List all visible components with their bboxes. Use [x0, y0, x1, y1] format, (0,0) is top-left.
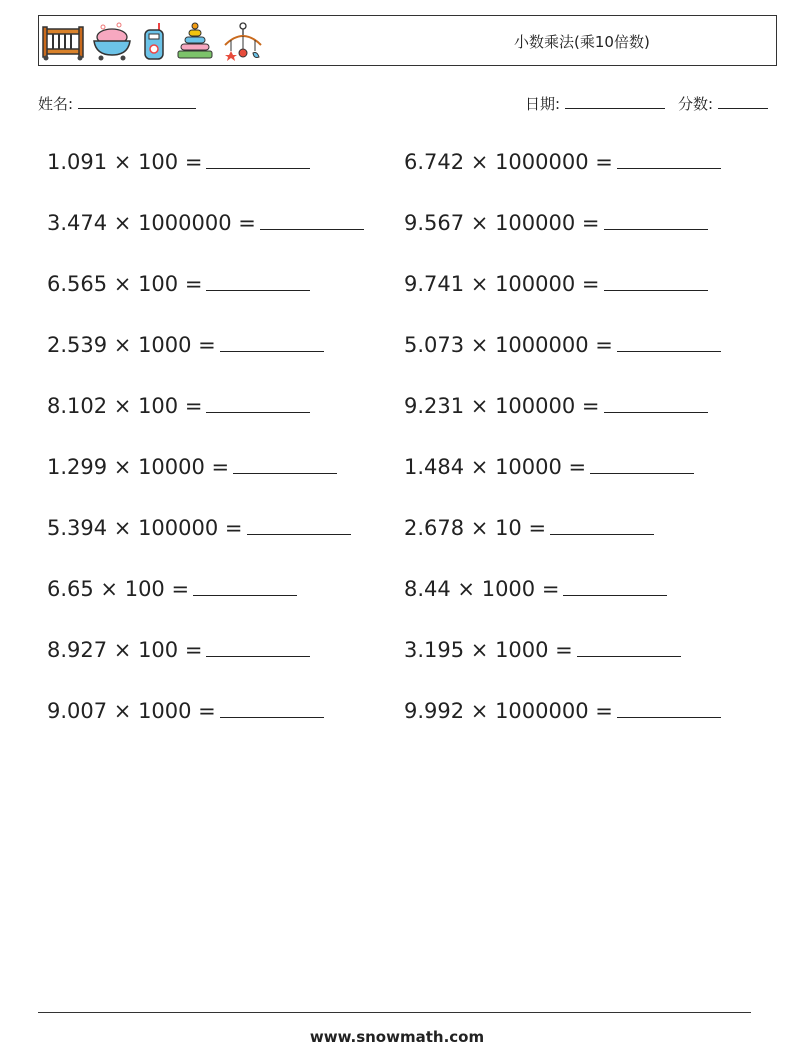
problem-right-7: [404, 516, 654, 540]
problem-text: 8.927 × 100 =: [47, 638, 203, 662]
date-label: 日期:: [525, 95, 561, 113]
problem-text: 2.678 × 10 =: [404, 516, 547, 540]
baby-monitor-icon: [139, 21, 169, 61]
problem-text: 5.394 × 100000 =: [47, 516, 243, 540]
name-label: 姓名:: [38, 95, 74, 113]
problem-text: 1.299 × 10000 =: [47, 455, 230, 479]
name-field: [38, 93, 196, 114]
problem-left-9: [47, 638, 310, 662]
answer-blank[interactable]: [193, 577, 297, 596]
bathtub-icon: [91, 21, 133, 61]
answer-blank[interactable]: [220, 333, 324, 352]
problem-text: 8.102 × 100 =: [47, 394, 203, 418]
problem-text: 6.742 × 1000000 =: [404, 150, 613, 174]
baby-mobile-icon: [221, 21, 265, 61]
answer-blank[interactable]: [550, 516, 654, 535]
answer-blank[interactable]: [604, 394, 708, 413]
answer-blank[interactable]: [233, 455, 337, 474]
problem-left-10: [47, 699, 324, 723]
answer-blank[interactable]: [617, 333, 721, 352]
icon-strip: [41, 18, 271, 64]
problem-text: 9.231 × 100000 =: [404, 394, 600, 418]
problem-text: 5.073 × 1000000 =: [404, 333, 613, 357]
problem-text: 6.65 × 100 =: [47, 577, 190, 601]
problem-right-6: [404, 455, 694, 479]
score-label: 分数:: [678, 95, 714, 113]
answer-blank[interactable]: [604, 272, 708, 291]
answer-blank[interactable]: [577, 638, 681, 657]
problem-text: 1.091 × 100 =: [47, 150, 203, 174]
answer-blank[interactable]: [206, 272, 310, 291]
problem-left-3: [47, 272, 310, 296]
problem-text: 1.484 × 10000 =: [404, 455, 587, 479]
problem-left-1: [47, 150, 310, 174]
problem-text: 9.007 × 1000 =: [47, 699, 216, 723]
problem-right-1: [404, 150, 721, 174]
problem-right-2: [404, 211, 708, 235]
answer-blank[interactable]: [604, 211, 708, 230]
name-blank[interactable]: [78, 93, 196, 109]
problem-text: 9.741 × 100000 =: [404, 272, 600, 296]
problem-left-2: [47, 211, 364, 235]
answer-blank[interactable]: [247, 516, 351, 535]
answer-blank[interactable]: [206, 638, 310, 657]
answer-blank[interactable]: [617, 150, 721, 169]
score-field: [678, 93, 768, 114]
problem-text: 2.539 × 1000 =: [47, 333, 216, 357]
answer-blank[interactable]: [590, 455, 694, 474]
answer-blank[interactable]: [563, 577, 667, 596]
date-field: [525, 93, 665, 114]
answer-blank[interactable]: [206, 394, 310, 413]
problem-text: 8.44 × 1000 =: [404, 577, 560, 601]
problem-right-8: [404, 577, 667, 601]
problem-text: 9.567 × 100000 =: [404, 211, 600, 235]
footer-website: www.snowmath.com: [309, 1028, 485, 1046]
problem-right-5: [404, 394, 708, 418]
problem-right-4: [404, 333, 721, 357]
date-blank[interactable]: [565, 93, 665, 109]
problem-left-5: [47, 394, 310, 418]
answer-blank[interactable]: [206, 150, 310, 169]
answer-blank[interactable]: [260, 211, 364, 230]
problem-text: 9.992 × 1000000 =: [404, 699, 613, 723]
crib-icon: [41, 21, 85, 61]
score-blank[interactable]: [718, 93, 768, 109]
worksheet-title: 小数乘法(乘10倍数): [514, 33, 650, 51]
answer-blank[interactable]: [220, 699, 324, 718]
problem-left-8: [47, 577, 297, 601]
problem-right-10: [404, 699, 721, 723]
problem-text: 3.474 × 1000000 =: [47, 211, 256, 235]
problem-right-3: [404, 272, 708, 296]
problem-left-6: [47, 455, 337, 479]
ring-stacker-icon: [175, 21, 215, 61]
problem-text: 6.565 × 100 =: [47, 272, 203, 296]
header-box: [38, 15, 777, 66]
problem-left-7: [47, 516, 351, 540]
answer-blank[interactable]: [617, 699, 721, 718]
problem-left-4: [47, 333, 324, 357]
problem-right-9: [404, 638, 681, 662]
footer-divider: [38, 1012, 751, 1013]
problem-text: 3.195 × 1000 =: [404, 638, 573, 662]
